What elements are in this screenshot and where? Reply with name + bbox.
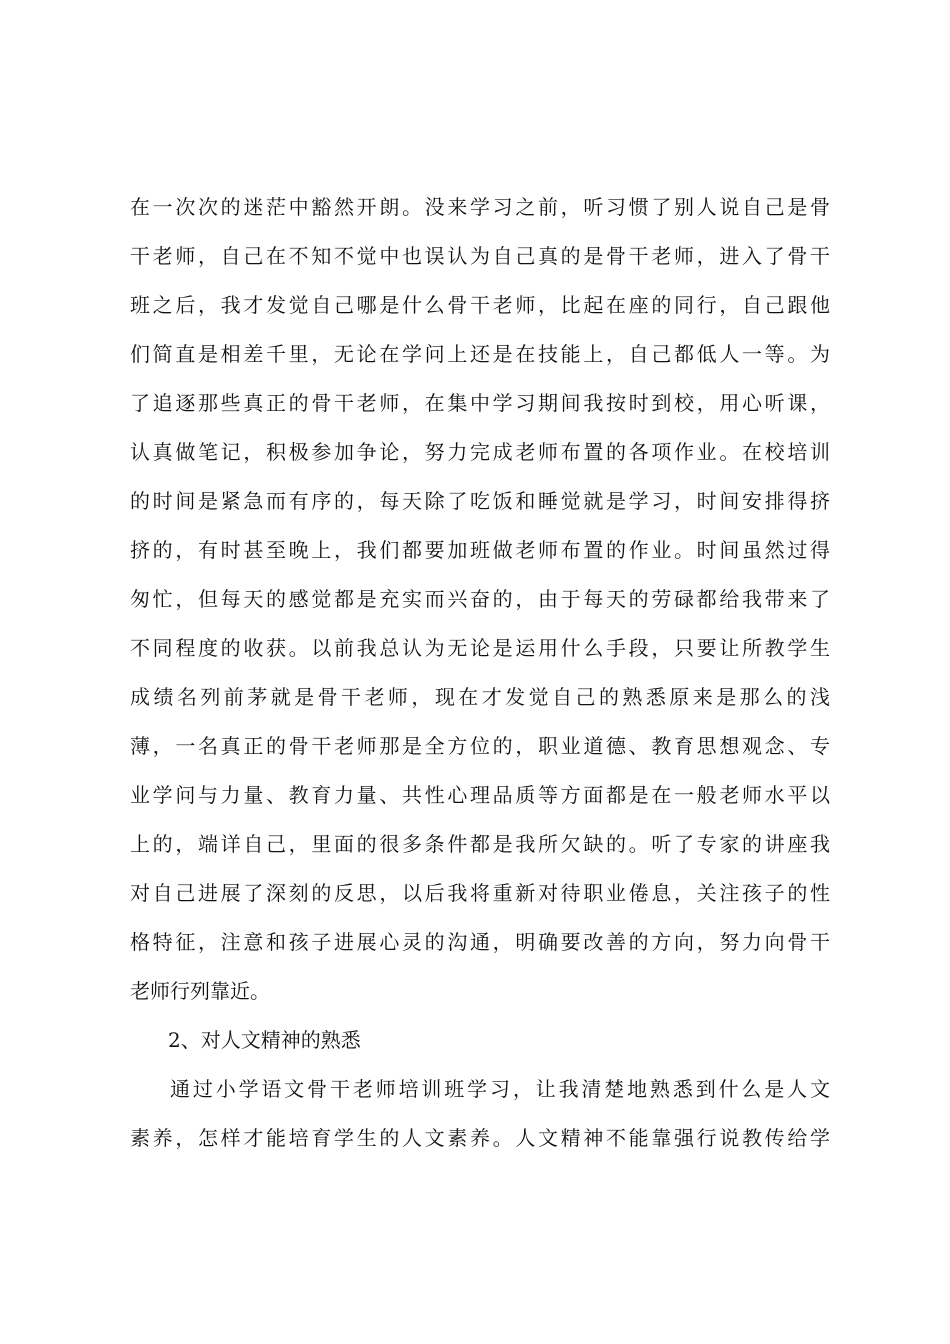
- paragraph-line: 们简直是相差千里，无论在学问上还是在技能上，自己都低人一等。为: [130, 342, 830, 366]
- paragraph-line: 老师行列靠近。: [130, 979, 270, 1003]
- section-heading: 2、对人文精神的熟悉: [168, 1028, 361, 1052]
- paragraph-line: 认真做笔记，积极参加争论，努力完成老师布置的各项作业。在校培训: [130, 440, 830, 464]
- paragraph-line: 挤的，有时甚至晚上，我们都要加班做老师布置的作业。时间虽然过得: [130, 538, 830, 562]
- paragraph-line: 在一次次的迷茫中豁然开朗。没来学习之前，听习惯了别人说自己是骨: [130, 195, 830, 219]
- paragraph-line: 上的，端详自己，里面的很多条件都是我所欠缺的。听了专家的讲座我: [130, 832, 830, 856]
- paragraph-line: 不同程度的收获。以前我总认为无论是运用什么手段，只要让所教学生: [130, 636, 830, 660]
- paragraph-line: 通过小学语文骨干老师培训班学习，让我清楚地熟悉到什么是人文: [170, 1077, 830, 1101]
- paragraph-line: 干老师，自己在不知不觉中也误认为自己真的是骨干老师，进入了骨干: [130, 244, 830, 268]
- paragraph-line: 了追逐那些真正的骨干老师，在集中学习期间我按时到校，用心听课，: [130, 391, 830, 415]
- paragraph-line: 对自己进展了深刻的反思，以后我将重新对待职业倦息，关注孩子的性: [130, 881, 830, 905]
- paragraph-line: 匆忙，但每天的感觉都是充实而兴奋的，由于每天的劳碌都给我带来了: [130, 587, 830, 611]
- paragraph-line: 班之后，我才发觉自己哪是什么骨干老师，比起在座的同行，自己跟他: [130, 293, 830, 317]
- paragraph-line: 成绩名列前茅就是骨干老师，现在才发觉自己的熟悉原来是那么的浅: [130, 685, 830, 709]
- paragraph-line: 薄，一名真正的骨干老师那是全方位的，职业道德、教育思想观念、专: [130, 734, 830, 758]
- paragraph-line: 业学问与力量、教育力量、共性心理品质等方面都是在一般老师水平以: [130, 783, 830, 807]
- paragraph-line: 格特征，注意和孩子进展心灵的沟通，明确要改善的方向，努力向骨干: [130, 930, 830, 954]
- paragraph-line: 素养，怎样才能培育学生的人文素养。人文精神不能靠强行说教传给学: [130, 1126, 830, 1150]
- paragraph-line: 的时间是紧急而有序的，每天除了吃饭和睡觉就是学习，时间安排得挤: [130, 489, 830, 513]
